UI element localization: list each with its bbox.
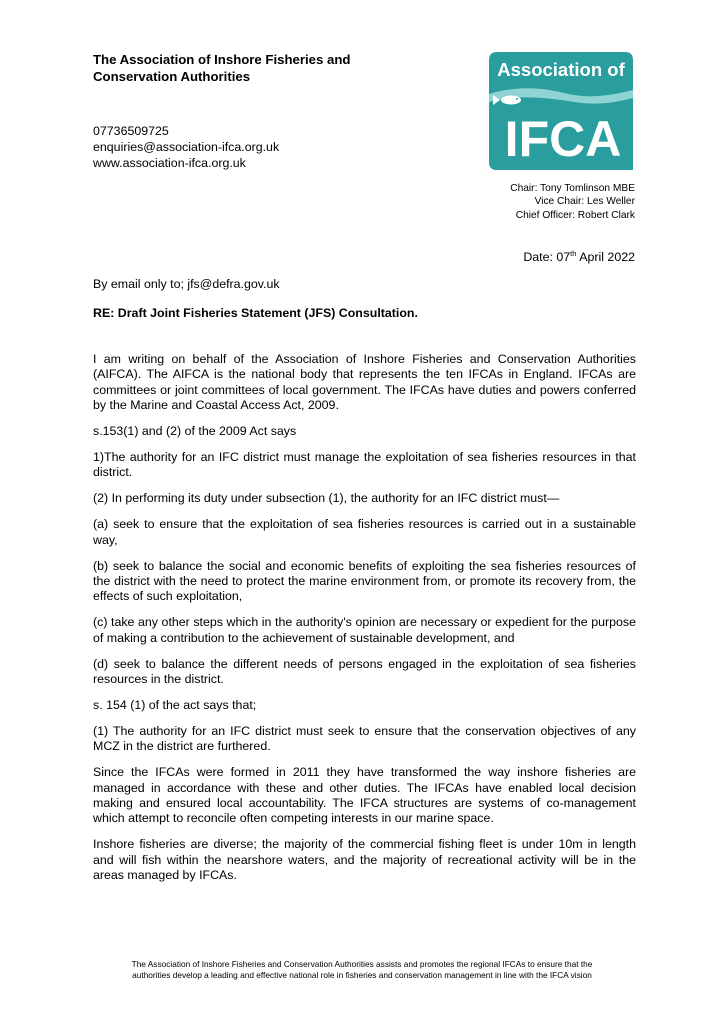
footer-line2: authorities develop a leading and effective national role in fisheries and conservation management in line with the IFCA vision [132, 970, 592, 980]
contact-details [93, 123, 279, 172]
organisation-name-line2: Conservation Authorities [93, 68, 251, 84]
body-paragraph: (b) seek to balance the social and economic benefits of exploiting the sea fisheries resources of the district with the need to protect the marine environment from, or promote its recovery from, the effects of such exploitation, [93, 558, 636, 604]
body-paragraph: (2) In performing its duty under subsection (1), the authority for an IFC district must— [93, 491, 560, 506]
logo-text-line2: IFCA [504, 111, 622, 167]
date-ordinal: th [570, 248, 577, 258]
vice-chair-name: Vice Chair: Les Weller [534, 196, 635, 208]
email-address[interactable]: enquiries@association-ifca.org.uk [93, 140, 280, 155]
date-prefix: Date: 07 [523, 250, 571, 264]
organisation-name-line1: The Association of Inshore Fisheries and [93, 52, 351, 67]
body-paragraph: s. 154 (1) of the act says that; [93, 697, 257, 712]
chief-officer-name: Chief Officer: Robert Clark [515, 209, 635, 221]
logo-text-line1: Association of [497, 59, 625, 80]
body-paragraph: I am writing on behalf of the Association of Inshore Fisheries and Conservation Authorities (AIFCA). The AIFCA is the national body that represents the ten IFCAs in England. IFCAs are committees or joint committees of local government. The IFCAs have duties and powers conferred by the Marine and Coastal Access Act, 2009. [93, 352, 636, 413]
body-paragraph: 1)The authority for an IFC district must manage the exploitation of sea fisheries resources in that district. [93, 450, 636, 480]
body-paragraph: (c) take any other steps which in the authority's opinion are necessary or expedient for the purpose of making a contribution to the achievement of sustainable development, and [93, 615, 636, 645]
phone-number: 07736509725 [93, 124, 169, 138]
body-paragraph: (d) seek to balance the different needs of persons engaged in the exploitation of sea fisheries resources in the district. [93, 656, 636, 686]
body-paragraph: Since the IFCAs were formed in 2011 they have transformed the way inshore fisheries are managed in accordance with these and other duties. The IFCAs have enabled local decision making and ensured local accountability. The IFCA structures are systems of co-management which attempt to reconcile often competing interests in our marine space. [93, 765, 636, 826]
page-footer [60, 959, 664, 981]
association-of-ifca-logo [489, 52, 633, 170]
officers-block [510, 182, 635, 222]
letter-body [93, 352, 636, 894]
letter-date [523, 250, 635, 264]
date-rest: April 2022 [576, 250, 635, 264]
footer-line1: The Association of Inshore Fisheries and Conservation Authorities assists and promotes the regional IFCAs to ensure that the [131, 959, 593, 969]
chair-name: Chair: Tony Tomlinson MBE [510, 183, 635, 194]
body-paragraph: s.153(1) and (2) of the 2009 Act says [93, 424, 297, 439]
website-link[interactable]: www.association-ifca.org.uk [93, 156, 246, 171]
organisation-name [93, 52, 350, 85]
letter-subject: RE: Draft Joint Fisheries Statement (JFS) Consultation. [93, 306, 418, 320]
recipient-email-line: By email only to; jfs@defra.gov.uk [93, 277, 280, 291]
body-paragraph: (1) The authority for an IFC district must seek to ensure that the conservation objectives of any MCZ in the district are furthered. [93, 723, 636, 754]
body-paragraph: Inshore fisheries are diverse; the majority of the commercial fishing fleet is under 10m in length and will fish within the nearshore waters, and the majority of recreational activity will be in the areas managed by IFCAs. [93, 837, 636, 883]
body-paragraph: (a) seek to ensure that the exploitation of sea fisheries resources is carried out in a sustainable way, [93, 517, 636, 547]
